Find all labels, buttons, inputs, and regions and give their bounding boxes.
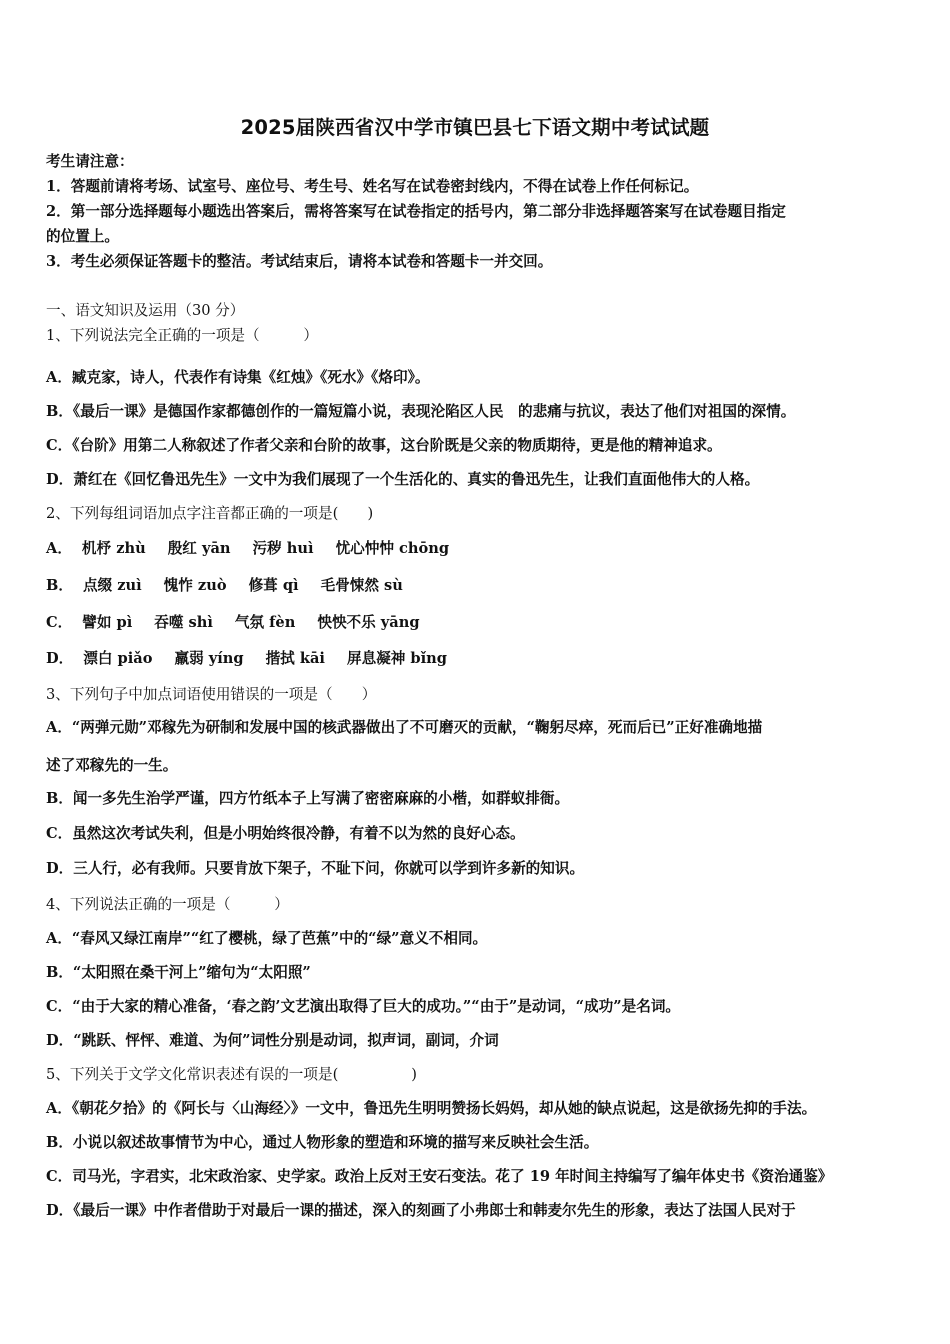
question-stem: 4、下列说法正确的一项是（ ）	[46, 896, 289, 913]
notice-item: 3．考生必须保证答题卡的整洁。考试结束后，请将本试卷和答题卡一并交回。	[46, 253, 553, 270]
word-pinyin: 毛骨悚然 sù	[320, 577, 403, 594]
option-c: C．“由于大家的精心准备，‘春之韵’文艺演出取得了巨大的成功。”“由于”是动词，“成功”是名词。	[46, 998, 681, 1015]
option-b: B．小说以叙述故事情节为中心，通过人物形象的塑造和环境的描写来反映社会生活。	[46, 1134, 599, 1151]
option-label: A．	[46, 540, 72, 557]
word-pinyin: 点缀 zuì	[82, 577, 142, 594]
word-pinyin: 气氛 fèn	[234, 614, 296, 631]
option-a: A．“两弹元勋”邓稼先为研制和发展中国的核武器做出了不可磨灭的贡献，“鞠躬尽瘁，死而后已”正好准确地描	[46, 719, 763, 736]
option-c: C．《台阶》用第二人称叙述了作者父亲和台阶的故事，这台阶既是父亲的物质期待，更是他的精神追求。	[46, 437, 722, 454]
word-pinyin: 忧心忡忡 chōng	[335, 540, 450, 557]
option-c: C．司马光，字君实，北宋政治家、史学家。政治上反对王安石变法。花了 19 年时间主持编写了编年体史书《资治通鉴》	[46, 1168, 833, 1185]
option-label: B．	[46, 577, 73, 594]
option-a-continued: 述了邓稼先的一生。	[46, 757, 178, 774]
word-pinyin: 揩拭 kāi	[265, 650, 325, 667]
word-pinyin: 漂白 piǎo	[83, 650, 153, 667]
word-pinyin: 羸弱 yíng	[174, 650, 244, 667]
word-pinyin: 修葺 qì	[248, 577, 299, 594]
option-a: A．“春风又绿江南岸”“红了樱桃，绿了芭蕉”中的“绿”意义不相同。	[46, 930, 488, 947]
notice-item: 的位置上。	[46, 228, 119, 245]
option-b: B．《最后一课》是德国作家都德创作的一篇短篇小说，表现沦陷区人民 的悲痛与抗议，表达了他们对祖国的深情。	[46, 403, 796, 420]
question-stem: 5、下列关于文学文化常识表述有误的一项是( )	[46, 1066, 417, 1083]
word-pinyin: 污秽 huì	[252, 540, 314, 557]
page-title: 2025届陕西省汉中学市镇巴县七下语文期中考试试题	[240, 116, 710, 139]
word-pinyin: 屏息凝神 bǐng	[346, 650, 447, 667]
option-a	[46, 540, 916, 558]
question-stem: 2、下列每组词语加点字注音都正确的一项是( )	[46, 505, 374, 522]
section-heading: 一、语文知识及运用（30 分）	[46, 302, 245, 319]
option-b: B．“太阳照在桑干河上”缩句为“太阳照”	[46, 964, 311, 981]
option-d: D．三人行，必有我师。只要肯放下架子，不耻下问，你就可以学到许多新的知识。	[46, 860, 585, 877]
option-c	[46, 614, 916, 632]
option-a: A．臧克家，诗人，代表作有诗集《红烛》《死水》《烙印》。	[46, 369, 430, 386]
question-stem: 1、下列说法完全正确的一项是（ ）	[46, 327, 318, 344]
option-b	[46, 577, 916, 595]
option-d: D．“跳跃、怦怦、难道、为何”词性分别是动词，拟声词，副词，介词	[46, 1032, 499, 1049]
question-stem: 3、下列句子中加点词语使用错误的一项是（ ）	[46, 686, 377, 703]
option-label: D．	[46, 650, 74, 667]
notice-heading: 考生请注意：	[46, 153, 134, 170]
option-a: A．《朝花夕拾》的《阿长与〈山海经〉》一文中，鲁迅先生明明赞扬长妈妈，却从她的缺点说起，这是欲扬先抑的手法。	[46, 1100, 817, 1117]
word-pinyin: 机杼 zhù	[81, 540, 146, 557]
option-d: D．萧红在《回忆鲁迅先生》一文中为我们展现了一个生活化的、真实的鲁迅先生，让我们直面他伟大的人格。	[46, 471, 760, 488]
word-pinyin: 殷红 yān	[167, 540, 231, 557]
notice-item: 2．第一部分选择题每小题选出答案后，需将答案写在试卷指定的括号内，第二部分非选择题答案写在试卷题目指定	[46, 203, 786, 220]
option-b: B．闻一多先生治学严谨，四方竹纸本子上写满了密密麻麻的小楷，如群蚁排衙。	[46, 790, 570, 807]
word-pinyin: 譬如 pì	[82, 614, 133, 631]
option-label: C．	[46, 614, 73, 631]
notice-item: 1．答题前请将考场、试室号、座位号、考生号、姓名写在试卷密封线内，不得在试卷上作任何标记。	[46, 178, 699, 195]
option-c: C．虽然这次考试失利，但是小明始终很冷静，有着不以为然的良好心态。	[46, 825, 525, 842]
option-d: D．《最后一课》中作者借助于对最后一课的描述，深入的刻画了小弗郎士和韩麦尔先生的形象，表达了法国人民对于	[46, 1202, 796, 1219]
word-pinyin: 愧怍 zuò	[163, 577, 227, 594]
word-pinyin: 吞噬 shì	[154, 614, 213, 631]
word-pinyin: 怏怏不乐 yāng	[317, 614, 420, 631]
option-d	[46, 650, 916, 668]
